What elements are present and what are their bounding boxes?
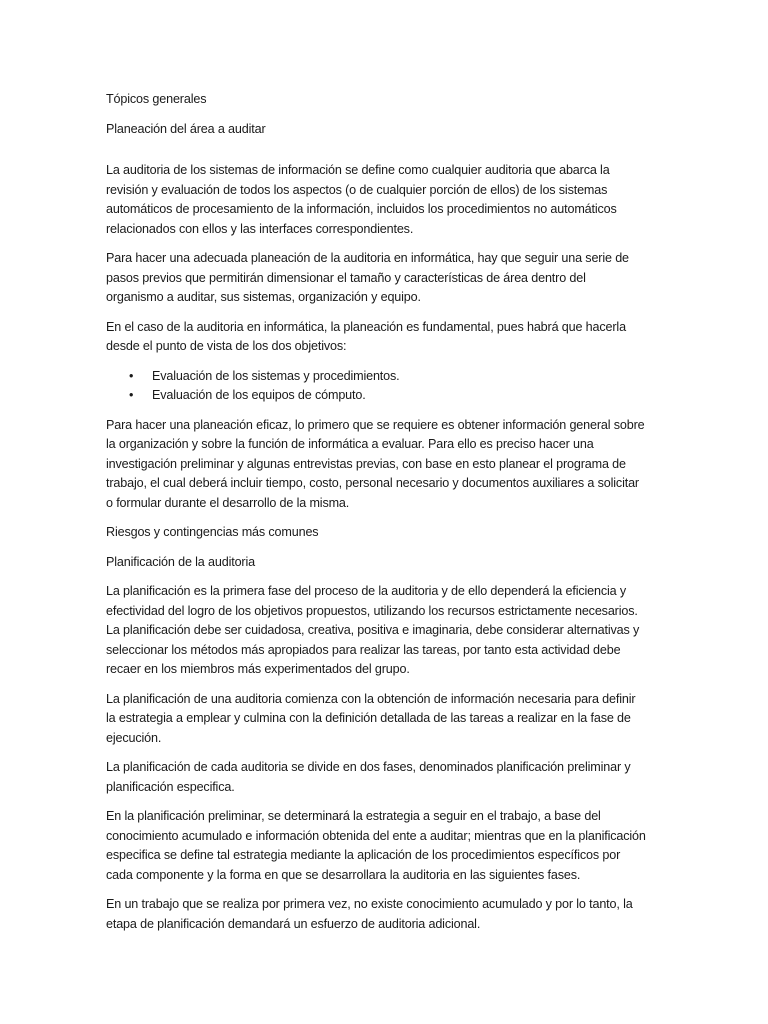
- list-item-text: Evaluación de los sistemas y procedimientos.: [152, 368, 400, 383]
- paragraph-primera-fase: La planificación es la primera fase del proceso de la auditoria y de ello dependerá la eficiencia y efectividad del logro de los objetivos propuestos, utilizando los recursos estrictamente necesarios. La planificación debe ser cuidadosa, creativa, positiva e imaginaria, debe considerar alternativas y seleccionar los métodos más apropiados para realizar las tareas, por tanto esta actividad debe recaer en los miembros más experimentados del grupo.: [106, 584, 640, 676]
- bullet-icon: •: [129, 388, 134, 402]
- section-heading-planificacion: Planificación de la auditoria: [106, 554, 255, 569]
- paragraph-definicion: La auditoria de los sistemas de información se define como cualquier auditoria que abarca la revisión y evaluación de todos los aspectos (o de cualquier porción de ellos) de los sistemas automáticos de procesamiento de la información, incluidos los procedimientos no automáticos relacionados con ellos y las interfaces correspondientes.: [106, 163, 617, 236]
- list-item: [106, 367, 646, 387]
- section-heading-topicos: Tópicos generales: [106, 92, 207, 106]
- paragraph-dos-fases: La planificación de cada auditoria se divide en dos fases, denominados planificación preliminar y planificación especifica.: [106, 760, 631, 794]
- document-page: [106, 90, 646, 944]
- paragraph-planificacion-preliminar: En la planificación preliminar, se determinará la estrategia a seguir en el trabajo, a base del conocimiento acumulado e información obtenida del ente a auditar; mientras que en la planificación especifica se define tal estrategia mediante la aplicación de los procedimientos específicos por cada componente y la forma en que se desarrollara la auditoria en las siguientes fases.: [106, 809, 646, 882]
- paragraph-primera-vez: En un trabajo que se realiza por primera vez, no existe conocimiento acumulado y por lo tanto, la etapa de planificación demandará un esfuerzo de auditoria adicional.: [106, 897, 633, 931]
- list-item-text: Evaluación de los equipos de cómputo.: [152, 388, 366, 402]
- paragraph-obtencion-informacion: La planificación de una auditoria comienza con la obtención de información necesaria para definir la estrategia a emplear y culmina con la definición detallada de las tareas a realizar en la fase de ejecución.: [106, 691, 636, 745]
- section-heading-riesgos: Riesgos y contingencias más comunes: [106, 525, 319, 539]
- section-heading-planeacion: Planeación del área a auditar: [106, 121, 266, 136]
- bullet-icon: •: [129, 368, 134, 383]
- list-item: [106, 386, 646, 406]
- paragraph-planeacion-eficaz: Para hacer una planeación eficaz, lo primero que se requiere es obtener información general sobre la organización y sobre la función de informática a evaluar. Para ello es preciso hacer una investigación preliminar y algunas entrevistas previas, con base en esto planear el programa de trabajo, el cual deberá incluir tiempo, costo, personal necesario y documentos auxiliares a solicitar o formular durante el desarrollo de la misma.: [106, 417, 645, 510]
- paragraph-objetivos: En el caso de la auditoria en informática, la planeación es fundamental, pues habrá que hacerla desde el punto de vista de los dos objetivos:: [106, 319, 626, 353]
- paragraph-planeacion-adecuada: Para hacer una adecuada planeación de la auditoria en informática, hay que seguir una serie de pasos previos que permitirán dimensionar el tamaño y características de área dentro del organismo a auditar, sus sistemas, organización y equipo.: [106, 251, 629, 304]
- objectives-list: [106, 367, 646, 406]
